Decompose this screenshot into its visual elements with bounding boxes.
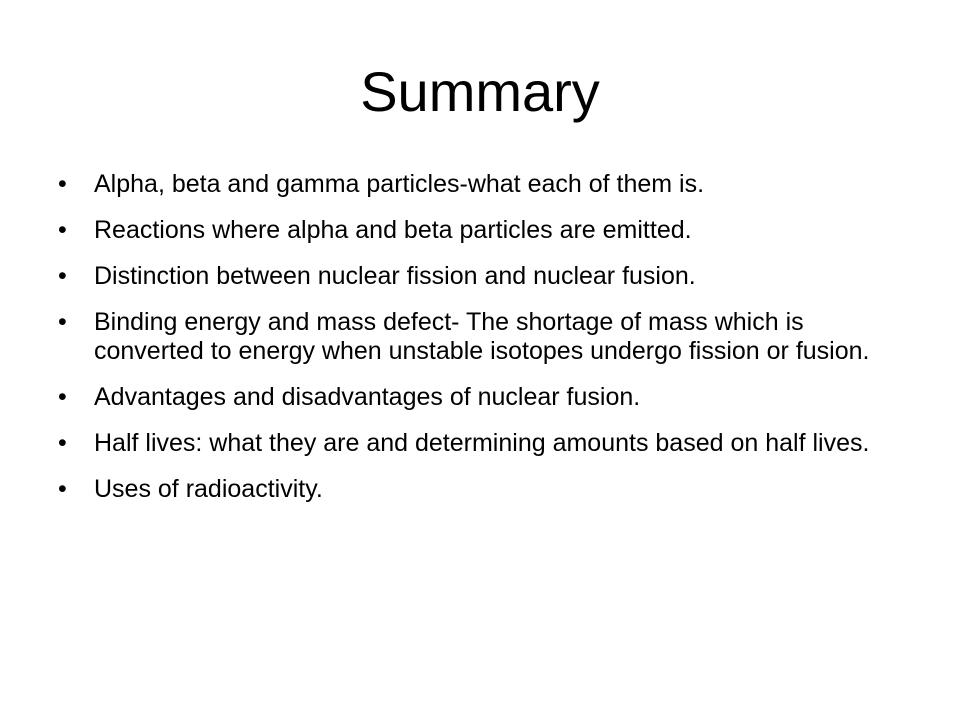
bullet-text: Uses of radioactivity. (94, 475, 323, 503)
bullet-item (58, 262, 918, 291)
bullet-item (58, 308, 918, 366)
bullet-icon: • (58, 308, 67, 336)
bullet-item (58, 383, 918, 412)
bullet-text: Binding energy and mass defect- The shortage of mass which is converted to energy when unstable isotopes undergo fission or fusion. (94, 308, 870, 365)
bullet-icon: • (58, 170, 67, 198)
bullet-icon: • (58, 216, 67, 244)
bullet-item (58, 429, 918, 458)
bullet-text: Reactions where alpha and beta particles are emitted. (94, 216, 692, 244)
bullet-text: Alpha, beta and gamma particles-what each of them is. (94, 170, 705, 198)
bullet-item (58, 170, 918, 199)
bullet-item (58, 216, 918, 245)
bullet-icon: • (58, 429, 67, 457)
bullet-icon: • (58, 383, 67, 411)
bullet-icon: • (58, 262, 67, 290)
bullet-text: Distinction between nuclear fission and nuclear fusion. (94, 262, 696, 290)
bullet-text: Half lives: what they are and determining amounts based on half lives. (94, 429, 870, 457)
bullet-item (58, 475, 918, 504)
slide-title: Summary (360, 60, 600, 123)
bullet-text: Advantages and disadvantages of nuclear fusion. (94, 383, 641, 411)
bullet-icon: • (58, 475, 67, 503)
bullet-list (58, 170, 918, 521)
